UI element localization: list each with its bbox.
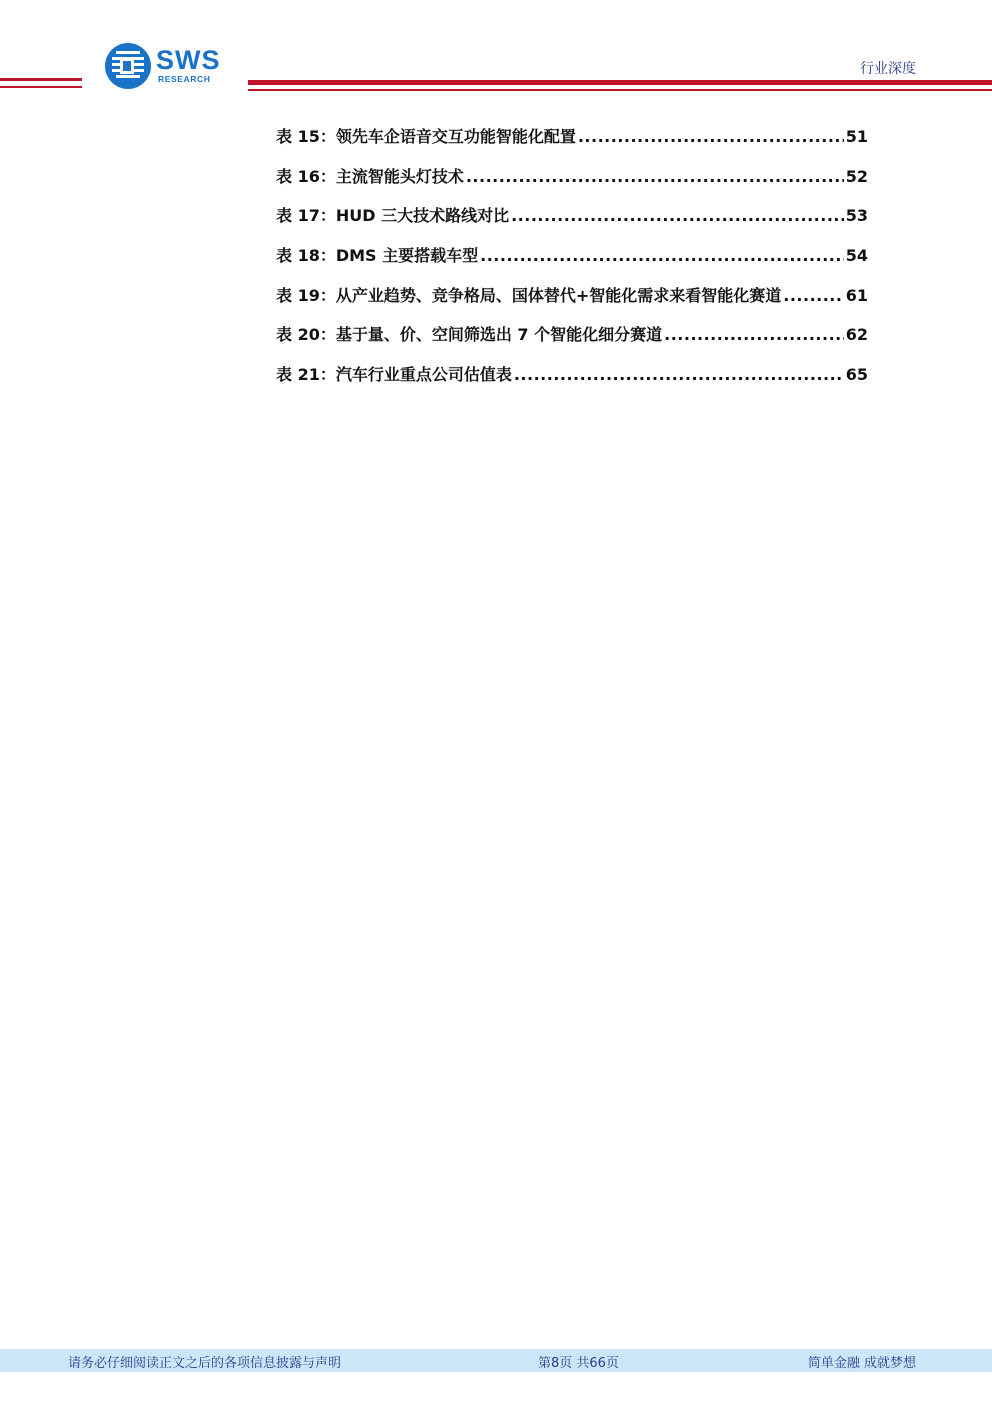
toc-entry-title: 表 21：汽车行业重点公司估值表	[276, 365, 512, 385]
logo-subtext: RESEARCH	[158, 74, 211, 84]
toc-entry-title: 表 17：HUD 三大技术路线对比	[276, 206, 510, 226]
toc-leader-dots	[514, 365, 844, 384]
header-rule-right-bottom	[248, 89, 992, 91]
footer-disclaimer: 请务必仔细阅读正文之后的各项信息披露与声明	[68, 1356, 342, 1371]
sws-logo	[104, 42, 234, 90]
toc-leader-dots	[664, 325, 844, 344]
toc-entry-page: 52	[845, 166, 868, 186]
footer-page-number: 第8页 共66页	[538, 1356, 619, 1371]
toc-entry-page: 54	[845, 246, 868, 266]
toc-leader-dots	[783, 286, 843, 305]
table-of-contents	[276, 124, 868, 402]
header-rule-left-top	[0, 78, 82, 81]
header-rule-right-top	[248, 80, 992, 85]
toc-entry-page: 53	[845, 206, 868, 226]
toc-entry-page: 51	[845, 127, 868, 146]
toc-entry[interactable]	[276, 243, 868, 283]
toc-entry-title: 表 15：领先车企语音交互功能智能化配置	[276, 127, 576, 146]
toc-entry[interactable]	[276, 124, 868, 164]
toc-entry[interactable]	[276, 362, 868, 402]
footer-slogan: 简单金融 成就梦想	[807, 1356, 916, 1371]
header-rule-left-bottom	[0, 86, 82, 88]
toc-entry[interactable]	[276, 283, 868, 323]
toc-leader-dots	[466, 167, 844, 186]
page-footer	[0, 1349, 992, 1372]
toc-entry-page: 65	[845, 365, 868, 385]
toc-leader-dots	[578, 127, 844, 146]
logo-wordmark: SWS	[156, 45, 221, 75]
toc-entry-title: 表 18：DMS 主要搭载车型	[276, 246, 479, 266]
toc-entry[interactable]	[276, 203, 868, 243]
toc-entry-page: 62	[845, 325, 868, 345]
toc-entry-title: 表 19：从产业趋势、竞争格局、国体替代+智能化需求来看智能化赛道	[276, 285, 782, 305]
document-type-label: 行业深度	[860, 61, 916, 77]
toc-entry-title: 表 20：基于量、价、空间筛选出 7 个智能化细分赛道	[276, 325, 663, 345]
toc-leader-dots	[480, 246, 844, 265]
toc-leader-dots	[511, 206, 844, 225]
toc-entry[interactable]	[276, 164, 868, 204]
toc-entry[interactable]	[276, 322, 868, 362]
toc-entry-title: 表 16：主流智能头灯技术	[276, 166, 464, 186]
sws-logo-icon	[104, 42, 152, 90]
toc-entry-page: 61	[845, 285, 868, 305]
